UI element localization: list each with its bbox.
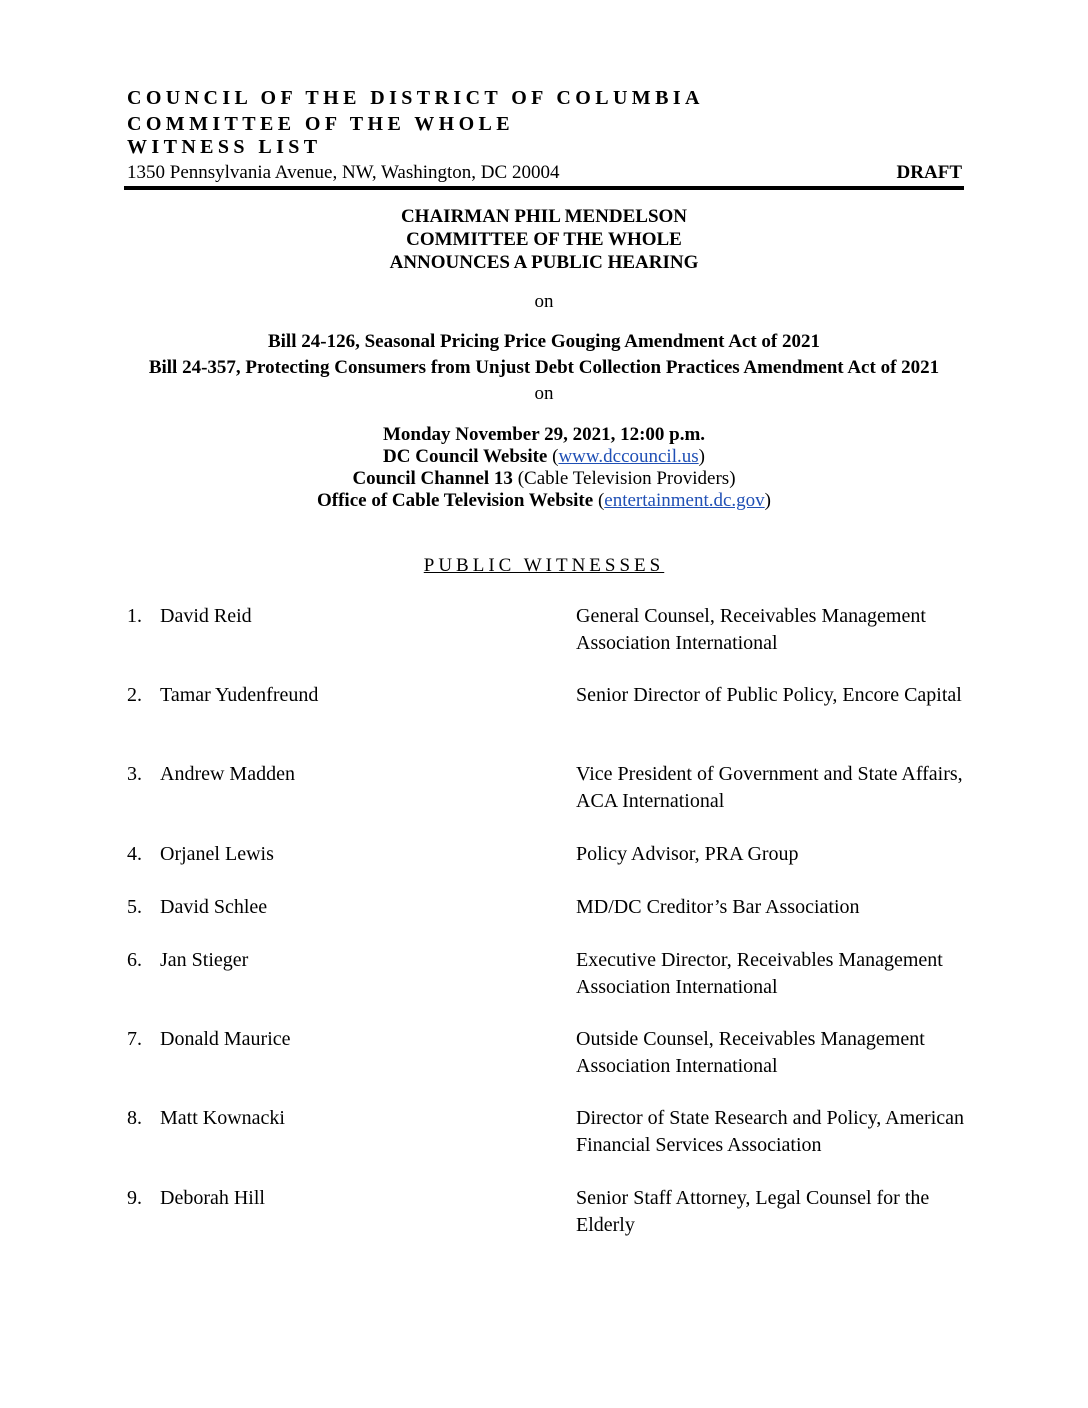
witness-name: Orjanel Lewis [160,843,274,865]
hearing-date: Monday November 29, 2021, 12:00 p.m. [382,424,706,445]
bill-2: Bill 24-357, Protecting Consumers from Unjust Debt Collection Practices Amendment Act of 2021 [148,357,940,378]
draft-label: DRAFT [896,162,962,183]
header-rule [124,186,964,190]
on-text-2: on [534,383,554,404]
paren-open: ( [547,446,559,467]
paren-open: ( [593,490,605,511]
witness-name: David Schlee [160,896,268,918]
witness-number: 5. [127,896,142,918]
witness-name: Matt Kownacki [160,1107,285,1129]
council-channel-label: Council Channel 13 [352,468,513,489]
octv-website-link[interactable]: entertainment.dc.gov [604,490,765,511]
document-type: WITNESS LIST [127,136,322,158]
witness-name: Andrew Madden [160,763,295,785]
witness-number: 9. [127,1187,142,1209]
witness-title: Director of State Research and Policy, American Financial Services Association [576,1107,965,1156]
witness-number: 2. [127,684,142,706]
witness-title: Vice President of Government and State Affairs, ACA International [576,763,963,812]
announcement-line-2: COMMITTEE OF THE WHOLE [406,229,682,250]
witness-number: 8. [127,1107,142,1129]
octv-website-line [0,489,1088,512]
dc-council-website-label: DC Council Website [383,446,548,467]
council-name: COUNCIL OF THE DISTRICT OF COLUMBIA [127,87,704,109]
witness-number: 4. [127,843,142,865]
announcement-line-3: ANNOUNCES A PUBLIC HEARING [389,252,699,273]
witness-name: Deborah Hill [160,1187,265,1209]
public-witnesses-heading [0,554,1088,578]
public-witnesses-title: PUBLIC WITNESSES [423,555,665,576]
witness-title: General Counsel, Receivables Management Association International [576,605,926,654]
witness-title: Policy Advisor, PRA Group [576,843,799,865]
paren-close: ) [698,446,705,467]
witness-title: Outside Counsel, Receivables Management Association International [576,1028,925,1077]
witness-title: Senior Staff Attorney, Legal Counsel for the Elderly [576,1187,930,1236]
witness-name: Jan Stieger [160,949,249,971]
bill-1: Bill 24-126, Seasonal Pricing Price Gouging Amendment Act of 2021 [267,331,821,352]
octv-website-label: Office of Cable Television Website [317,490,594,511]
witness-title: Senior Director of Public Policy, Encore Capital [576,684,962,706]
witness-title: MD/DC Creditor’s Bar Association [576,896,860,918]
committee-name: COMMITTEE OF THE WHOLE [127,113,515,135]
address-row [127,161,962,185]
dc-council-website-link[interactable]: www.dccouncil.us [558,446,699,467]
on-text-1: on [534,291,554,312]
witness-name: Donald Maurice [160,1028,291,1050]
witness-number: 7. [127,1028,142,1050]
council-channel-note: (Cable Television Providers) [512,468,736,489]
council-channel-line [0,467,1088,490]
witness-title: Executive Director, Receivables Management Association International [576,949,943,998]
paren-close: ) [764,490,771,511]
announcement-line-1: CHAIRMAN PHIL MENDELSON [400,206,688,227]
witness-name: David Reid [160,605,252,627]
witness-number: 6. [127,949,142,971]
address: 1350 Pennsylvania Avenue, NW, Washington, DC 20004 [127,162,560,183]
witness-number: 3. [127,763,142,785]
witness-number: 1. [127,605,142,627]
witness-name: Tamar Yudenfreund [160,684,319,706]
dc-council-website-line [0,445,1088,468]
